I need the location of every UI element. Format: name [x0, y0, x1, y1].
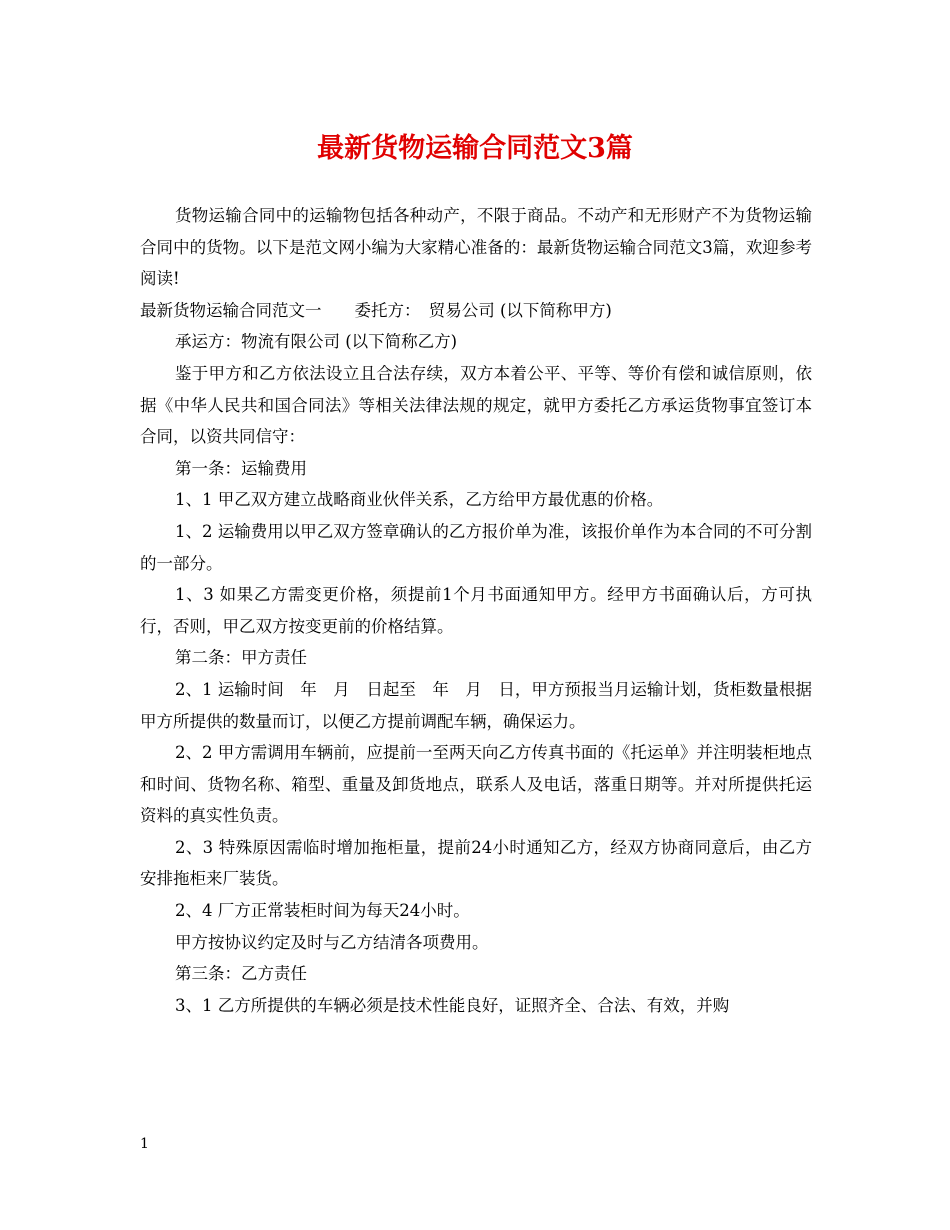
paragraph: 1、3 如果乙方需变更价格，须提前1个月书面通知甲方。经甲方书面确认后，方可执行，否则，甲乙双方按变更前的价格结算。: [140, 585, 812, 636]
paragraph: 鉴于甲方和乙方依法设立且合法存续，双方本着公平、平等、等价有偿和诚信原则，依据《中华人民共和国合同法》等相关法律法规的规定，就甲方委托乙方承运货物事宜签订本合同，以资共同信守：: [140, 363, 812, 447]
paragraph: 3、1 乙方所提供的车辆必须是技术性能良好，证照齐全、合法、有效，并购: [175, 995, 730, 1015]
paragraph: 2、2 甲方需调用车辆前，应提前一至两天向乙方传真书面的《托运单》并注明装柜地点和时间、货物名称、箱型、重量及卸货地点，联系人及电话，落重日期等。并对所提供托运资料的真实性负责。: [140, 743, 812, 826]
paragraph: 货物运输合同中的运输物包括各种动产，不限于商品。不动产和无形财产不为货物运输合同中的货物。以下是范文网小编为大家精心准备的：最新货物运输合同范文3篇，欢迎参考阅读!: [140, 206, 812, 289]
paragraph: 2、3 特殊原因需临时增加拖柜量，提前24小时通知乙方，经双方协商同意后，由乙方安排拖柜来厂装货。: [140, 837, 812, 889]
document-body: [140, 200, 812, 1021]
paragraph: 1、1 甲乙双方建立战略商业伙伴关系，乙方给甲方最优惠的价格。: [175, 490, 664, 510]
page-number: 1: [140, 1136, 149, 1152]
section-heading: 第三条：乙方责任: [175, 964, 307, 984]
section-heading: 第一条：运输费用: [175, 458, 307, 478]
paragraph: 甲方按协议约定及时与乙方结清各项费用。: [175, 932, 489, 952]
document-title: 最新货物运输合同范文3篇: [317, 133, 633, 164]
paragraph: 1、2 运输费用以甲乙双方签章确认的乙方报价单为准，该报价单作为本合同的不可分割的一部分。: [140, 521, 812, 573]
paragraph: 2、1 运输时间 年 月 日起至 年 月 日，甲方预报当月运输计划，货柜数量根据甲方所提供的数量而订，以便乙方提前调配车辆，确保运力。: [140, 679, 812, 731]
paragraph: 承运方：物流有限公司 (以下简称乙方): [175, 332, 458, 352]
paragraph: 2、4 厂方正常装柜时间为每天24小时。: [175, 901, 470, 921]
section-heading: 第二条：甲方责任: [175, 648, 307, 668]
paragraph: 最新货物运输合同范文一 委托方： 贸易公司 (以下简称甲方): [140, 300, 612, 320]
